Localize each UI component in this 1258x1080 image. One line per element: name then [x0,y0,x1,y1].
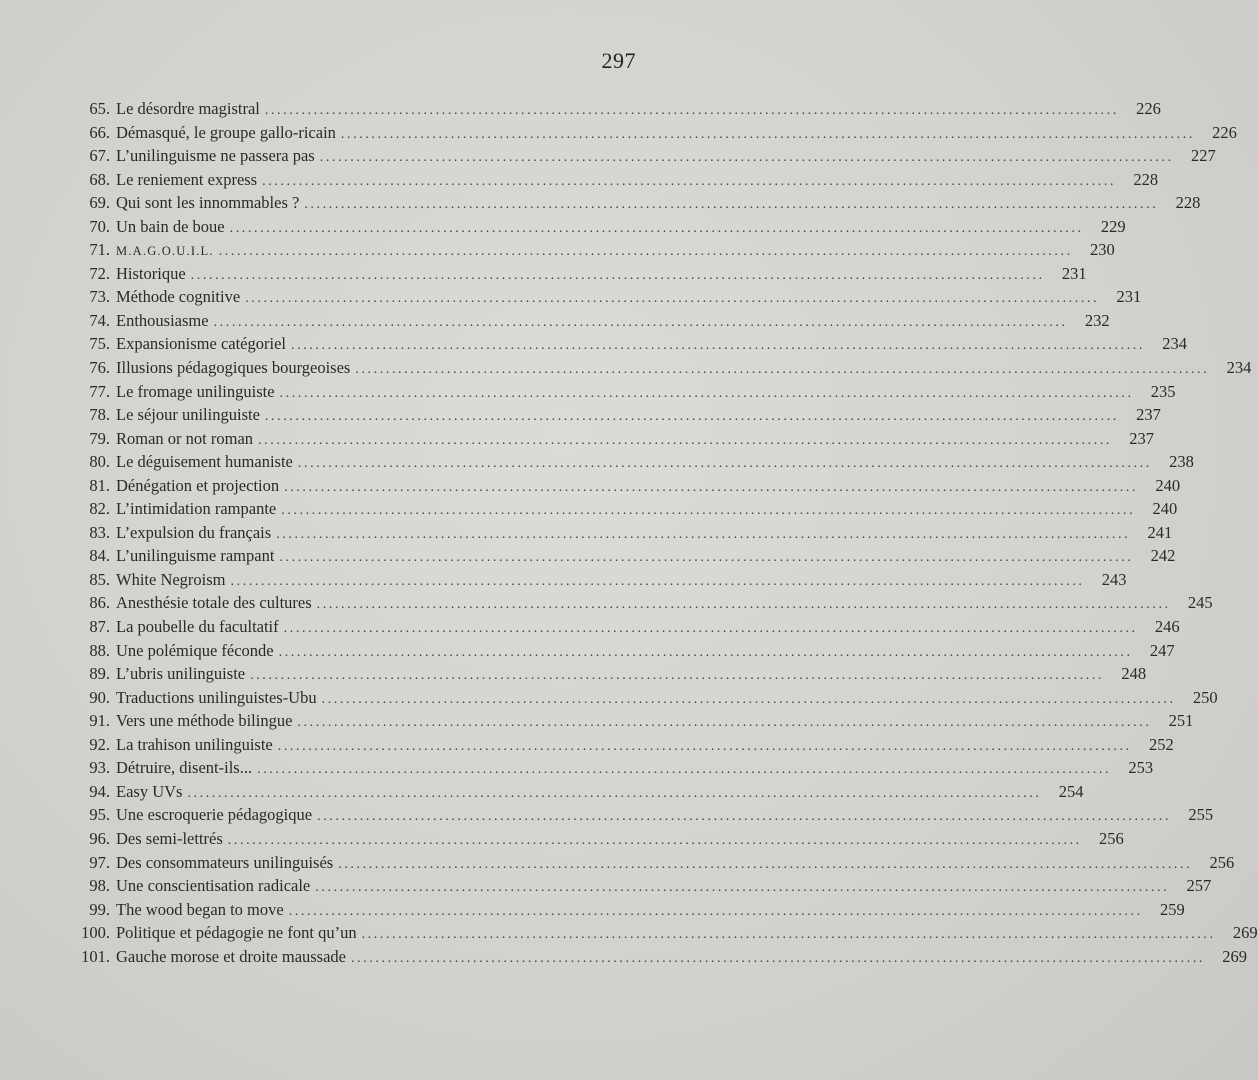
toc-entry-page: 255 [1188,805,1214,825]
toc-entry [62,168,1159,192]
toc-entry [62,686,1218,710]
toc-entry [62,639,1175,663]
toc-entry-title: L’expulsion du français [116,522,272,542]
dot-leader [341,123,1195,147]
toc-entry-page: 241 [1147,522,1173,542]
toc-entry-number: 71. [89,240,110,260]
toc-entry [62,450,1194,474]
toc-entry [62,803,1214,827]
toc-entry [62,380,1176,404]
toc-entry-number: 70. [89,216,110,236]
toc-entry-title: Une conscientisation radicale [116,876,311,896]
toc-entry-title: Roman or not roman [116,428,254,448]
toc-entry-title: Le séjour unilinguiste [116,405,260,425]
toc-entry [62,544,1176,568]
toc-entry [62,497,1178,521]
dot-leader [304,193,1158,217]
toc-entry-number: 89. [89,664,110,684]
toc-entry-title: Expansionisme catégoriel [116,334,286,354]
dot-leader [322,688,1176,712]
toc-entry [62,898,1185,922]
toc-entry-title: Enthousiasme [116,310,209,330]
toc-entry-page: 242 [1150,546,1176,566]
dot-leader [262,170,1116,194]
toc-entry-number: 67. [89,146,110,166]
toc-entry-title: Qui sont les innommables ? [116,193,300,213]
toc-entry-page: 230 [1089,240,1115,260]
toc-entry [62,709,1194,733]
toc-entry [62,591,1213,615]
toc-entry [62,733,1174,757]
toc-entry [62,285,1142,309]
toc-entry-page: 234 [1162,334,1187,354]
dot-leader [317,593,1171,617]
toc-entry [62,144,1216,168]
toc-entry-title: La trahison unilinguiste [116,734,273,754]
dot-leader [317,805,1171,829]
toc-entry-page: 237 [1136,405,1161,425]
toc-entry [62,356,1252,380]
toc-entry-number: 73. [89,287,110,307]
dot-leader [279,641,1133,665]
toc-entry [62,215,1126,239]
dot-leader [219,240,1073,264]
dot-leader [187,782,1041,806]
toc-entry-page: 269 [1222,946,1248,966]
toc-entry [62,780,1084,804]
dot-leader [258,429,1112,453]
toc-entry [62,309,1110,333]
toc-entry-number: 84. [89,546,110,566]
toc-entry-number: 83. [89,522,110,542]
dot-leader [298,452,1152,476]
dot-leader [191,264,1045,288]
toc-entry [62,238,1115,262]
dot-leader [315,876,1169,900]
toc-entry-number: 90. [89,687,110,707]
dot-leader [231,570,1085,594]
toc-entry [62,191,1201,215]
toc-entry-page: 248 [1121,664,1147,684]
dot-leader [284,476,1138,500]
toc-entry-number: 77. [89,381,110,401]
dot-leader [230,217,1084,241]
toc-entry-page: 227 [1190,146,1216,166]
toc-entry-page: 240 [1155,475,1181,495]
toc-entry-number: 100. [81,923,110,943]
dot-leader [351,947,1205,971]
toc-entry-page: 231 [1116,287,1142,307]
toc-entry-number: 92. [89,734,110,754]
dot-leader [281,499,1135,523]
dot-leader [276,523,1130,547]
toc-entry-title: Anesthésie totale des cultures [116,593,312,613]
toc-entry-title: Des consommateurs unilinguisés [116,852,334,872]
toc-entry-title: L’intimidation rampante [116,499,277,519]
toc-entry [62,97,1161,121]
toc-entry-number: 68. [89,169,110,189]
toc-entry-title: Un bain de boue [116,216,225,236]
toc-entry-number: 96. [89,828,110,848]
toc-entry-number: 72. [89,263,110,283]
toc-entry-number: 66. [89,122,110,142]
toc-entry-page: 250 [1192,687,1218,707]
toc-entry-page: 257 [1186,876,1212,896]
toc-entry-number: 76. [89,358,110,378]
toc-entry-title: Détruire, disent-ils... [116,758,253,778]
toc-entry-title: L’unilinguisme rampant [116,546,275,566]
dot-leader [284,617,1138,641]
toc-entry-page: 226 [1136,99,1161,118]
toc-entry-page: 234 [1226,358,1252,378]
dot-leader [245,287,1099,311]
toc-entry-page: 256 [1099,828,1124,848]
toc-entry [62,874,1212,898]
toc-entry-title: Le reniement express [116,169,258,189]
dot-leader [291,334,1145,358]
toc-entry-title: L’unilinguisme ne passera pas [116,146,315,166]
toc-entry-number: 98. [89,876,110,896]
toc-entry-page: 256 [1209,852,1235,872]
toc-entry-title: White Negroism [116,569,226,589]
dot-leader [280,382,1134,406]
dot-leader [338,853,1192,877]
toc-entry-number: 82. [89,499,110,519]
dot-leader [250,664,1104,688]
toc-entry-title: Easy UVs [116,781,183,801]
toc-entry-page: 252 [1148,734,1174,754]
dot-leader [265,405,1119,429]
toc-entry-page: 238 [1169,452,1194,472]
toc-entry [62,615,1180,639]
toc-entry-page: 259 [1159,899,1185,919]
dot-leader [297,711,1151,735]
toc-entry-number: 75. [89,334,110,354]
toc-entry-number: 85. [89,569,110,589]
toc-entry [62,521,1173,545]
toc-entry-page: 240 [1152,499,1178,519]
toc-entry-number: 80. [89,452,110,472]
toc-entry-page: 245 [1187,593,1213,613]
dot-leader [265,99,1119,123]
toc-entry-page: 251 [1168,711,1194,731]
toc-entry [62,662,1147,686]
toc-entry-title: Illusions pédagogiques bourgeoises [116,358,351,378]
dot-leader [257,758,1111,782]
toc-entry-title: Le déguisement humaniste [116,452,293,472]
toc-entry-title: Le désordre magistral [116,99,260,118]
toc-entry-page: 246 [1154,617,1180,637]
toc-entry [62,474,1181,498]
toc-entry-title: Traductions unilinguistes-Ubu [116,687,317,707]
toc-entry-number: 97. [89,852,110,872]
toc-entry-title: M.A.G.O.U.I.L. [116,244,214,259]
table-of-contents [62,97,1258,968]
toc-entry-title: Vers une méthode bilingue [116,711,293,731]
toc-entry-title: The wood began to move [116,899,284,919]
toc-entry-number: 94. [89,781,110,801]
page-number: 297 [601,48,636,73]
toc-entry-page: 232 [1084,310,1110,330]
toc-entry-page: 235 [1150,381,1176,401]
toc-entry-number: 88. [89,640,110,660]
toc-entry-number: 81. [89,475,110,495]
toc-entry [62,403,1161,427]
toc-entry-number: 86. [89,593,110,613]
toc-entry-number: 99. [89,899,110,919]
toc-entry-number: 93. [89,758,110,778]
toc-entry [62,568,1127,592]
toc-entry-number: 79. [89,428,110,448]
toc-entry [62,332,1187,356]
dot-leader [278,735,1132,759]
toc-entry-page: 254 [1058,781,1084,801]
toc-entry-number: 87. [89,617,110,637]
toc-entry [62,921,1258,945]
dot-leader [279,546,1133,570]
dot-leader [320,146,1174,170]
dot-leader [289,900,1143,924]
toc-entry-page: 228 [1133,169,1159,189]
toc-entry-title: Démasqué, le groupe gallo-ricain [116,122,336,142]
toc-entry [62,945,1248,969]
dot-leader [228,829,1082,853]
toc-entry-title: La poubelle du facultatif [116,617,279,637]
toc-entry-title: Le fromage unilinguiste [116,381,275,401]
toc-entry-page: 269 [1232,923,1258,943]
dot-leader [214,311,1068,335]
toc-entry-number: 78. [89,405,110,425]
dot-leader [355,358,1209,382]
toc-entry-title: Historique [116,263,186,283]
toc-entry [62,851,1235,875]
toc-entry-title: Politique et pédagogie ne font qu’un [116,923,357,943]
toc-entry-number: 91. [89,711,110,731]
toc-entry-title: Une escroquerie pédagogique [116,805,313,825]
toc-entry-page: 226 [1212,122,1237,142]
toc-entry-number: 101. [81,946,110,966]
toc-entry-title: Méthode cognitive [116,287,241,307]
toc-entry-number: 69. [89,193,110,213]
toc-entry-page: 237 [1129,428,1155,448]
toc-entry-title: Gauche morose et droite maussade [116,946,347,966]
toc-entry [62,427,1155,451]
dot-leader [362,923,1216,947]
toc-entry-title: L’ubris unilinguiste [116,664,246,684]
toc-entry-title: Une polémique féconde [116,640,274,660]
toc-entry [62,262,1087,286]
toc-entry [62,121,1237,145]
toc-entry-page: 253 [1128,758,1154,778]
toc-entry [62,756,1154,780]
toc-entry-page: 243 [1101,569,1127,589]
toc-entry-title: Dénégation et projection [116,475,280,495]
toc-entry-page: 231 [1061,263,1087,283]
toc-entry-title: Des semi-lettrés [116,828,223,848]
toc-entry-page: 247 [1149,640,1175,660]
toc-entry-number: 95. [89,805,110,825]
toc-entry-number: 65. [89,99,110,118]
toc-entry-number: 74. [89,310,110,330]
toc-entry-page: 229 [1100,216,1126,236]
toc-entry [62,827,1124,851]
toc-entry-page: 228 [1175,193,1201,213]
